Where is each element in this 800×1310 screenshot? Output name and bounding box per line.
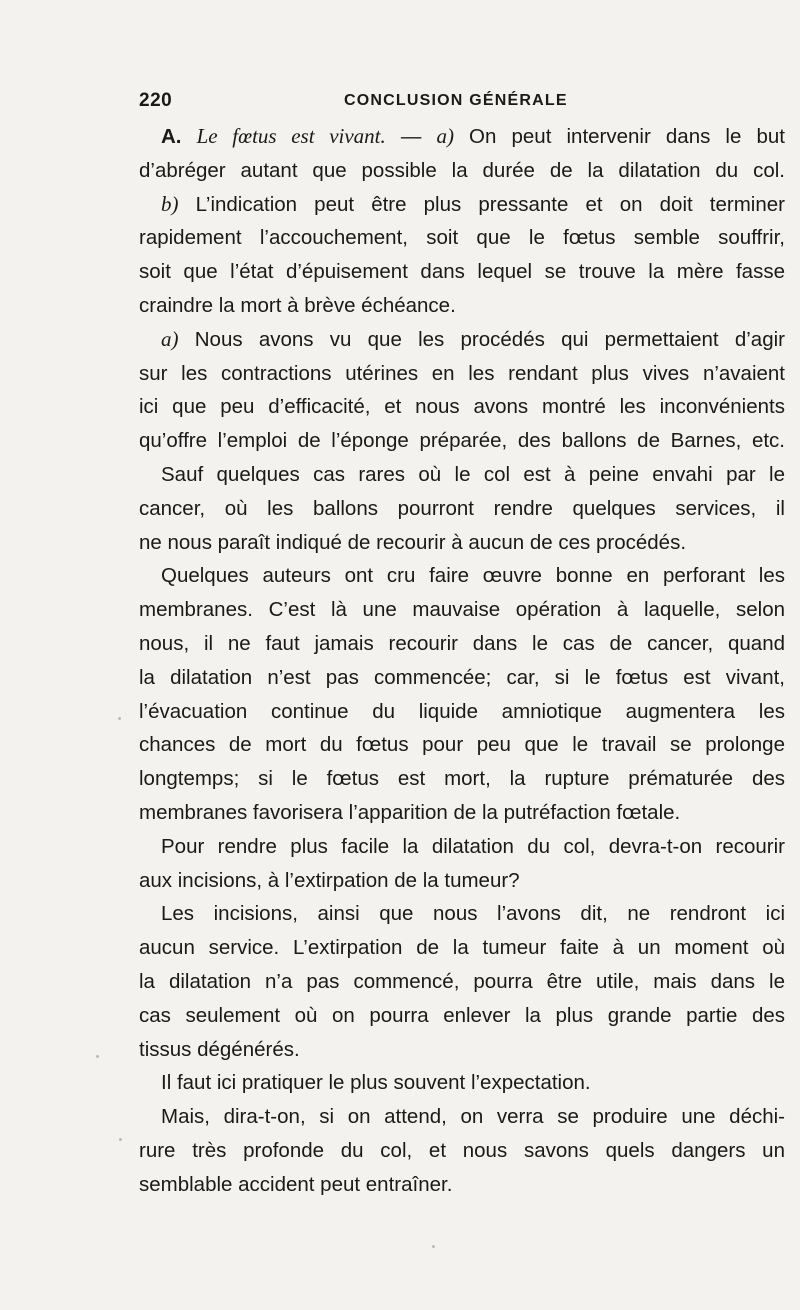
text-line: la dilatation n’est pas commencée; car, si le fœtus est vivant,: [139, 665, 785, 689]
section-title-italic: Le fœtus est vivant.: [196, 124, 386, 148]
text-line: Sauf quelques cas rares où le col est à peine envahi par le: [161, 462, 785, 486]
text-line: longtemps; si le fœtus est mort, la rupture prématurée des: [139, 767, 785, 791]
text-line: soit que l’état d’épuisement dans lequel se trouve la mère fasse: [139, 260, 785, 284]
text-line: ne nous paraît indiqué de recourir à aucun de ces procédés.: [139, 530, 687, 554]
item-marker: a): [161, 326, 179, 351]
text-line: ici que peu d’efficacité, et nous avons montré les inconvénients: [139, 395, 785, 419]
text-line: l’évacuation continue du liquide amniotique augmentera les: [139, 699, 785, 723]
text-line: nous, il ne faut jamais recourir dans le cas de cancer, quand: [139, 631, 785, 655]
text-line: aux incisions, à l’extirpation de la tumeur?: [139, 868, 520, 892]
running-head: CONCLUSION GÉNÉRALE: [344, 92, 568, 109]
page-number: 220: [139, 90, 173, 111]
text-line: aucun service. L’extirpation de la tumeur faite à un moment où: [139, 936, 785, 960]
section-heading-a: A.: [161, 125, 182, 148]
text-line: chances de mort du fœtus pour peu que le travail se prolonge: [139, 733, 785, 757]
text-line: la dilatation n’a pas commencé, pourra être utile, mais dans le: [139, 969, 785, 993]
text-line: [139, 120, 785, 154]
text-line: semblable accident peut entraîner.: [139, 1172, 453, 1196]
text-line: sur les contractions utérines en les rendant plus vives n’avaient: [139, 361, 785, 385]
text-line: cancer, où les ballons pourront rendre quelques services, il: [139, 496, 785, 520]
paper-speck: [96, 1055, 99, 1058]
body-text: [139, 120, 785, 1202]
item-marker: a): [436, 124, 454, 148]
page-header: [139, 90, 785, 120]
text-line: cas seulement où on pourra enlever la plus grande partie des: [139, 1003, 785, 1027]
text-line: [139, 323, 785, 357]
text-line: Les incisions, ainsi que nous l’avons dit, ne rendront ici: [161, 902, 785, 926]
text-line: rure très profonde du col, et nous savons quels dangers un: [139, 1138, 785, 1162]
line-text: On peut intervenir dans le but: [453, 125, 785, 148]
paper-speck: [432, 1245, 435, 1248]
text-line: qu’offre l’emploi de l’éponge préparée, des ballons de Barnes, etc.: [139, 429, 785, 453]
text-line: Quelques auteurs ont cru faire œuvre bonne en perforant les: [161, 564, 785, 588]
paper-speck: [118, 717, 121, 720]
text-line: tissus dégénérés.: [139, 1037, 300, 1061]
text-line: d’abréger autant que possible la durée de la dilatation du col.: [139, 158, 785, 182]
text-line: Mais, dira-t-on, si on attend, on verra se produire une déchi-: [161, 1105, 785, 1129]
text-line: Il faut ici pratiquer le plus souvent l’expectation.: [161, 1071, 591, 1095]
item-marker: b): [161, 191, 179, 216]
text-line: [139, 188, 785, 222]
paper-speck: [119, 1138, 122, 1141]
dash-separator: —: [385, 125, 437, 148]
text-line: craindre la mort à brève échéance.: [139, 293, 456, 317]
text-line: membranes. C’est là une mauvaise opération à laquelle, selon: [139, 598, 785, 622]
text-line: rapidement l’accouchement, soit que le fœtus semble souffrir,: [139, 226, 785, 250]
text-line: Pour rendre plus facile la dilatation du col, devra-t-on recourir: [161, 834, 785, 858]
line-text: L’indication peut être plus pressante et on doit terminer: [178, 192, 785, 216]
text-line: membranes favorisera l’apparition de la putréfaction fœtale.: [139, 800, 681, 824]
line-text: Nous avons vu que les procédés qui permettaient d’agir: [178, 327, 785, 351]
